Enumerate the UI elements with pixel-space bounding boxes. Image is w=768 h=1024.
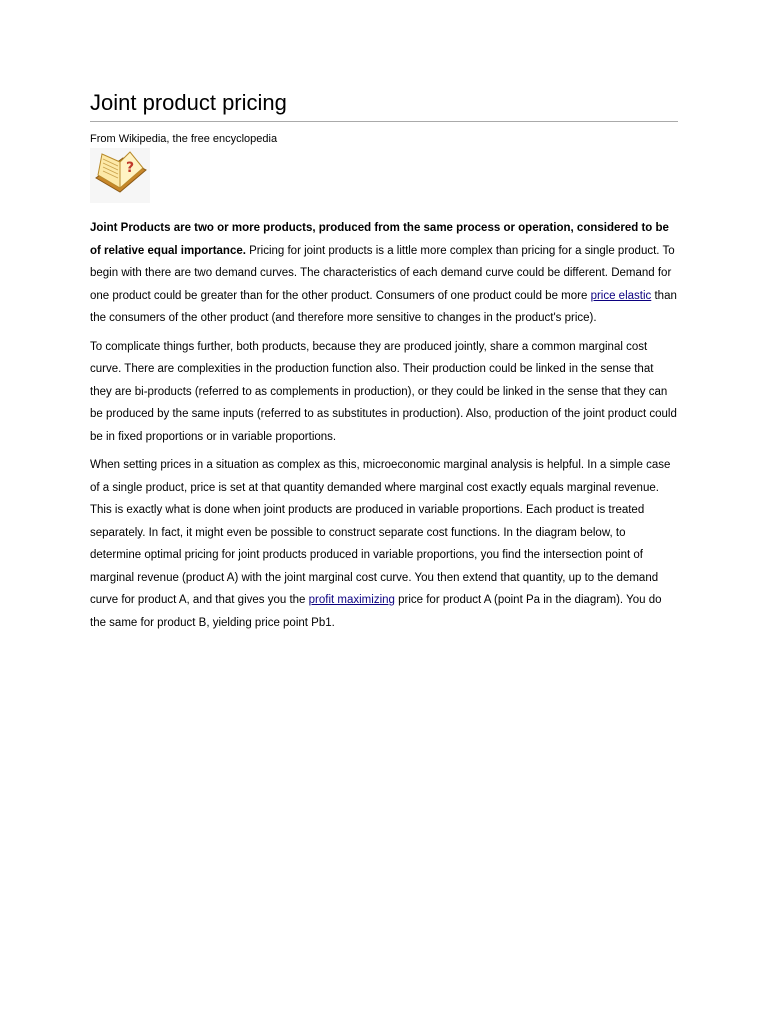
book-question-icon — [90, 148, 150, 203]
paragraph-3 — [90, 454, 678, 634]
paragraph-1 — [90, 217, 678, 330]
article — [90, 88, 678, 634]
paragraph-2: To complicate things further, both products, because they are produced jointly, share a common marginal cost curve. There are complexities in the production function also. Their production could be linked in the sense that they are bi-products (referred to as complements in production), or they could be linked in the sense that they can be produced by the same inputs (referred to as substitutes in production). Also, production of the joint product could be in fixed proportions or in variable proportions. — [90, 340, 677, 443]
site-sub: From Wikipedia, the free encyclopedia — [90, 133, 278, 145]
paragraph-3-text-a: When setting prices in a situation as complex as this, microeconomic marginal analysis is helpful. In a simple case of a single product, price is set at that quantity demanded where marginal cost exactly equals marginal revenue. This is exactly what is done when joint products are produced in variable proportions. Each product is treated separately. In fact, it might even be possible to construct separate cost functions. In the diagram below, to determine optimal pricing for joint products produced in variable proportions, you find the intersection point of marginal revenue (product A) with the joint marginal cost curve. You then extend that quantity, up to the demand curve for product A, and that gives you the — [90, 459, 671, 606]
profit-maximizing-link[interactable]: profit maximizing — [308, 594, 395, 606]
paragraph-1-text-a: Pricing for joint products is a little more complex than pricing for a single product. To begin with there are two demand curves. The characteristics of each demand curve could be different. Demand for one product could be greater than for the other product. Consumers of one product could be more — [90, 244, 675, 302]
svg-text:?: ? — [126, 160, 135, 176]
price-elastic-link[interactable]: price elastic — [590, 289, 652, 302]
lead-bold-text: Joint Products are two or more products, produced from the same process or operation, considered to be of relative equal importance. — [90, 222, 669, 257]
paragraph-1-text-b: than the consumers of the other product (and therefore more sensitive to changes in the product's price). — [90, 289, 677, 324]
paragraph-3-text-b: price for product A (point Pa in the diagram). You do the same for product B, yielding price point Pb1. — [90, 594, 662, 629]
page-title: Joint product pricing — [90, 88, 678, 122]
